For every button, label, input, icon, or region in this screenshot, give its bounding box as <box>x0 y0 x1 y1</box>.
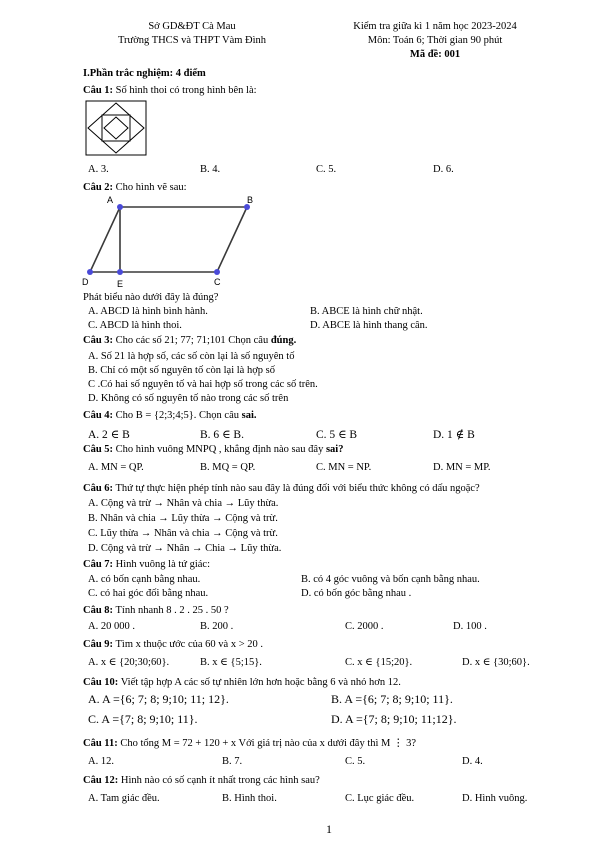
school-name: Trường THCS và THPT Vàm Đình <box>117 35 267 46</box>
subject-time: Môn: Toán 6; Thời gian 90 phút <box>367 35 503 46</box>
q9-option-a: A. x ∈ {20;30;60}. <box>88 657 170 668</box>
q4-option-d: D. 1 ∉ B <box>433 429 475 441</box>
label-a: A <box>107 195 114 205</box>
question-text: Cho B = {2;3;4;5}. Chọn câu <box>115 410 240 421</box>
q6-option-c: C. Lũy thừa → Nhân và chia → Cộng và trừ. <box>88 528 278 539</box>
q2-option-d: D. ABCE là hình thang cân. <box>310 320 428 331</box>
q1-option-d: D. 6. <box>433 164 454 175</box>
question-label: Câu 11: <box>83 738 118 749</box>
q12-option-c: C. Lục giác đều. <box>345 793 415 804</box>
question-1 <box>83 84 257 97</box>
question-label: Câu 10: <box>83 677 119 688</box>
rhombus-figure <box>85 100 147 156</box>
question-label: Câu 4: <box>83 410 114 421</box>
q2-option-c: C. ABCD là hình thoi. <box>88 320 182 331</box>
question-11 <box>83 737 416 750</box>
label-b: B <box>247 195 254 205</box>
exam-code: Mã đề: 001 <box>409 49 461 60</box>
q5-option-c: C. MN = NP. <box>316 462 372 473</box>
label-c: C <box>214 277 221 287</box>
q3-option-a: A. Số 21 là hợp số, các số còn lại là số nguyên tố <box>88 351 295 362</box>
label-e: E <box>117 279 124 289</box>
question-label: Câu 2: <box>83 182 114 193</box>
question-text: Cho các số 21; 77; 71;101 Chọn câu <box>115 335 269 346</box>
question-10 <box>83 676 401 689</box>
question-8 <box>83 604 229 617</box>
q12-option-d: D. Hình vuông. <box>462 793 528 804</box>
department-name: Sở GD&ĐT Cà Mau <box>148 21 236 32</box>
q10-option-b: B. A ={6; 7; 8; 9;10; 11}. <box>331 692 453 706</box>
q9-option-d: D. x ∈ {30;60}. <box>462 657 530 668</box>
q10-option-c: C. A ={7; 8; 9;10; 11}. <box>88 712 198 726</box>
point-e <box>117 269 123 275</box>
q6-option-d: D. Cộng và trừ → Nhân → Chia → Lũy thừa. <box>88 543 282 554</box>
q11-option-b: B. 7. <box>222 756 243 767</box>
q4-option-a: A. 2 ∈ B <box>88 429 130 441</box>
q6-option-a: A. Cộng và trừ → Nhân và chia → Lũy thừa. <box>88 498 279 509</box>
q7-option-c: C. có hai góc đối bằng nhau. <box>88 588 209 599</box>
question-12 <box>83 774 320 787</box>
label-d: D <box>82 277 89 287</box>
q5-option-b: B. MQ = QP. <box>200 462 256 473</box>
q8-option-b: B. 200 . <box>200 621 234 632</box>
question-text: Hình vuông là tứ giác: <box>115 559 211 570</box>
q2-option-b: B. ABCE là hình chữ nhật. <box>310 306 423 317</box>
question-text: Thứ tự thực hiện phép tính nào sau đây là đúng đối với biểu thức không có dấu ngoặc? <box>115 483 480 494</box>
question-label: Câu 9: <box>83 639 114 650</box>
question-label: Câu 7: <box>83 559 114 570</box>
q6-option-b: B. Nhân và chia → Lũy thừa → Cộng và trừ. <box>88 513 278 524</box>
question-label: Câu 6: <box>83 483 114 494</box>
question-7 <box>83 558 210 571</box>
question-label: Câu 8: <box>83 605 114 616</box>
question-label: Câu 12: <box>83 775 119 786</box>
q9-option-c: C. x ∈ {15;20}. <box>345 657 413 668</box>
q1-option-a: A. 3. <box>88 164 109 175</box>
q8-option-a: A. 20 000 . <box>88 621 135 632</box>
q3-option-c: C .Có hai số nguyên tố và hai hợp số trong các số trên. <box>88 379 318 390</box>
question-label: Câu 3: <box>83 335 114 346</box>
q7-option-b: B. có 4 góc vuông và bốn cạnh bằng nhau. <box>301 574 480 585</box>
question-5 <box>83 443 343 456</box>
section-title: I.Phần trắc nghiệm: 4 điểm <box>83 68 206 79</box>
question-4 <box>83 409 257 422</box>
point-c <box>214 269 220 275</box>
question-text: Hình nào có số cạnh ít nhất trong các hình sau? <box>120 775 320 786</box>
q1-option-b: B. 4. <box>200 164 221 175</box>
question-label: Câu 1: <box>83 85 114 96</box>
q7-option-d: D. có bốn góc bằng nhau . <box>301 588 412 599</box>
q5-option-a: A. MN = QP. <box>88 462 144 473</box>
question-text: Cho tổng M = 72 + 120 + x Với giá trị nào của x dưới đây thì M ⋮ 3? <box>120 738 417 749</box>
q11-option-a: A. 12. <box>88 756 114 767</box>
q11-option-c: C. 5. <box>345 756 366 767</box>
q1-option-c: C. 5. <box>316 164 337 175</box>
question-label: Câu 5: <box>83 444 114 455</box>
parallelogram-figure <box>80 192 265 290</box>
question-text: Cho hình vuông MNPQ , khẳng định nào sau đây <box>115 444 324 455</box>
question-9 <box>83 638 263 651</box>
question-6 <box>83 482 480 495</box>
q3-option-d: D. Không có số nguyên tố nào trong các số trên <box>88 393 289 404</box>
question-text: Cho hình vẽ sau: <box>115 182 187 193</box>
q4-option-c: C. 5 ∈ B <box>316 429 358 441</box>
question-text: Tìm x thuộc ước của 60 và x > 20 . <box>115 639 263 650</box>
q12-option-a: A. Tam giác đều. <box>88 793 160 804</box>
question-3 <box>83 334 296 347</box>
question-text: Viết tập hợp A các số tự nhiên lớn hơn hoặc bằng 6 và nhỏ hơn 12. <box>120 677 401 688</box>
question-keyword: đúng. <box>270 335 297 346</box>
question-text: Tính nhanh 8 . 2 . 25 . 50 ? <box>115 605 229 616</box>
question-keyword: sai. <box>241 410 257 421</box>
q8-option-c: C. 2000 . <box>345 621 384 632</box>
q10-option-a: A. A ={6; 7; 8; 9;10; 11; 12}. <box>88 692 229 706</box>
q9-option-b: B. x ∈ {5;15}. <box>200 657 262 668</box>
question-text: Số hình thoi có trong hình bên là: <box>115 85 257 96</box>
q7-option-a: A. có bốn cạnh bằng nhau. <box>88 574 201 585</box>
point-d <box>87 269 93 275</box>
page-number: 1 <box>326 822 332 836</box>
q12-option-b: B. Hình thoi. <box>222 793 277 804</box>
q8-option-d: D. 100 . <box>453 621 487 632</box>
q4-option-b: B. 6 ∈ B. <box>200 429 244 441</box>
q11-option-d: D. 4. <box>462 756 483 767</box>
q2-prompt: Phát biểu nào dưới đây là đúng? <box>83 292 219 303</box>
question-keyword: sai? <box>325 444 344 455</box>
q10-option-d: D. A ={7; 8; 9;10; 11;12}. <box>331 712 457 726</box>
q5-option-d: D. MN = MP. <box>433 462 491 473</box>
q3-option-b: B. Chỉ có một số nguyên tố còn lại là hợp số <box>88 365 275 376</box>
q2-option-a: A. ABCD là hình bình hành. <box>88 306 208 317</box>
point-a <box>117 204 123 210</box>
exam-title: Kiểm tra giữa kì 1 năm học 2023-2024 <box>353 21 517 32</box>
